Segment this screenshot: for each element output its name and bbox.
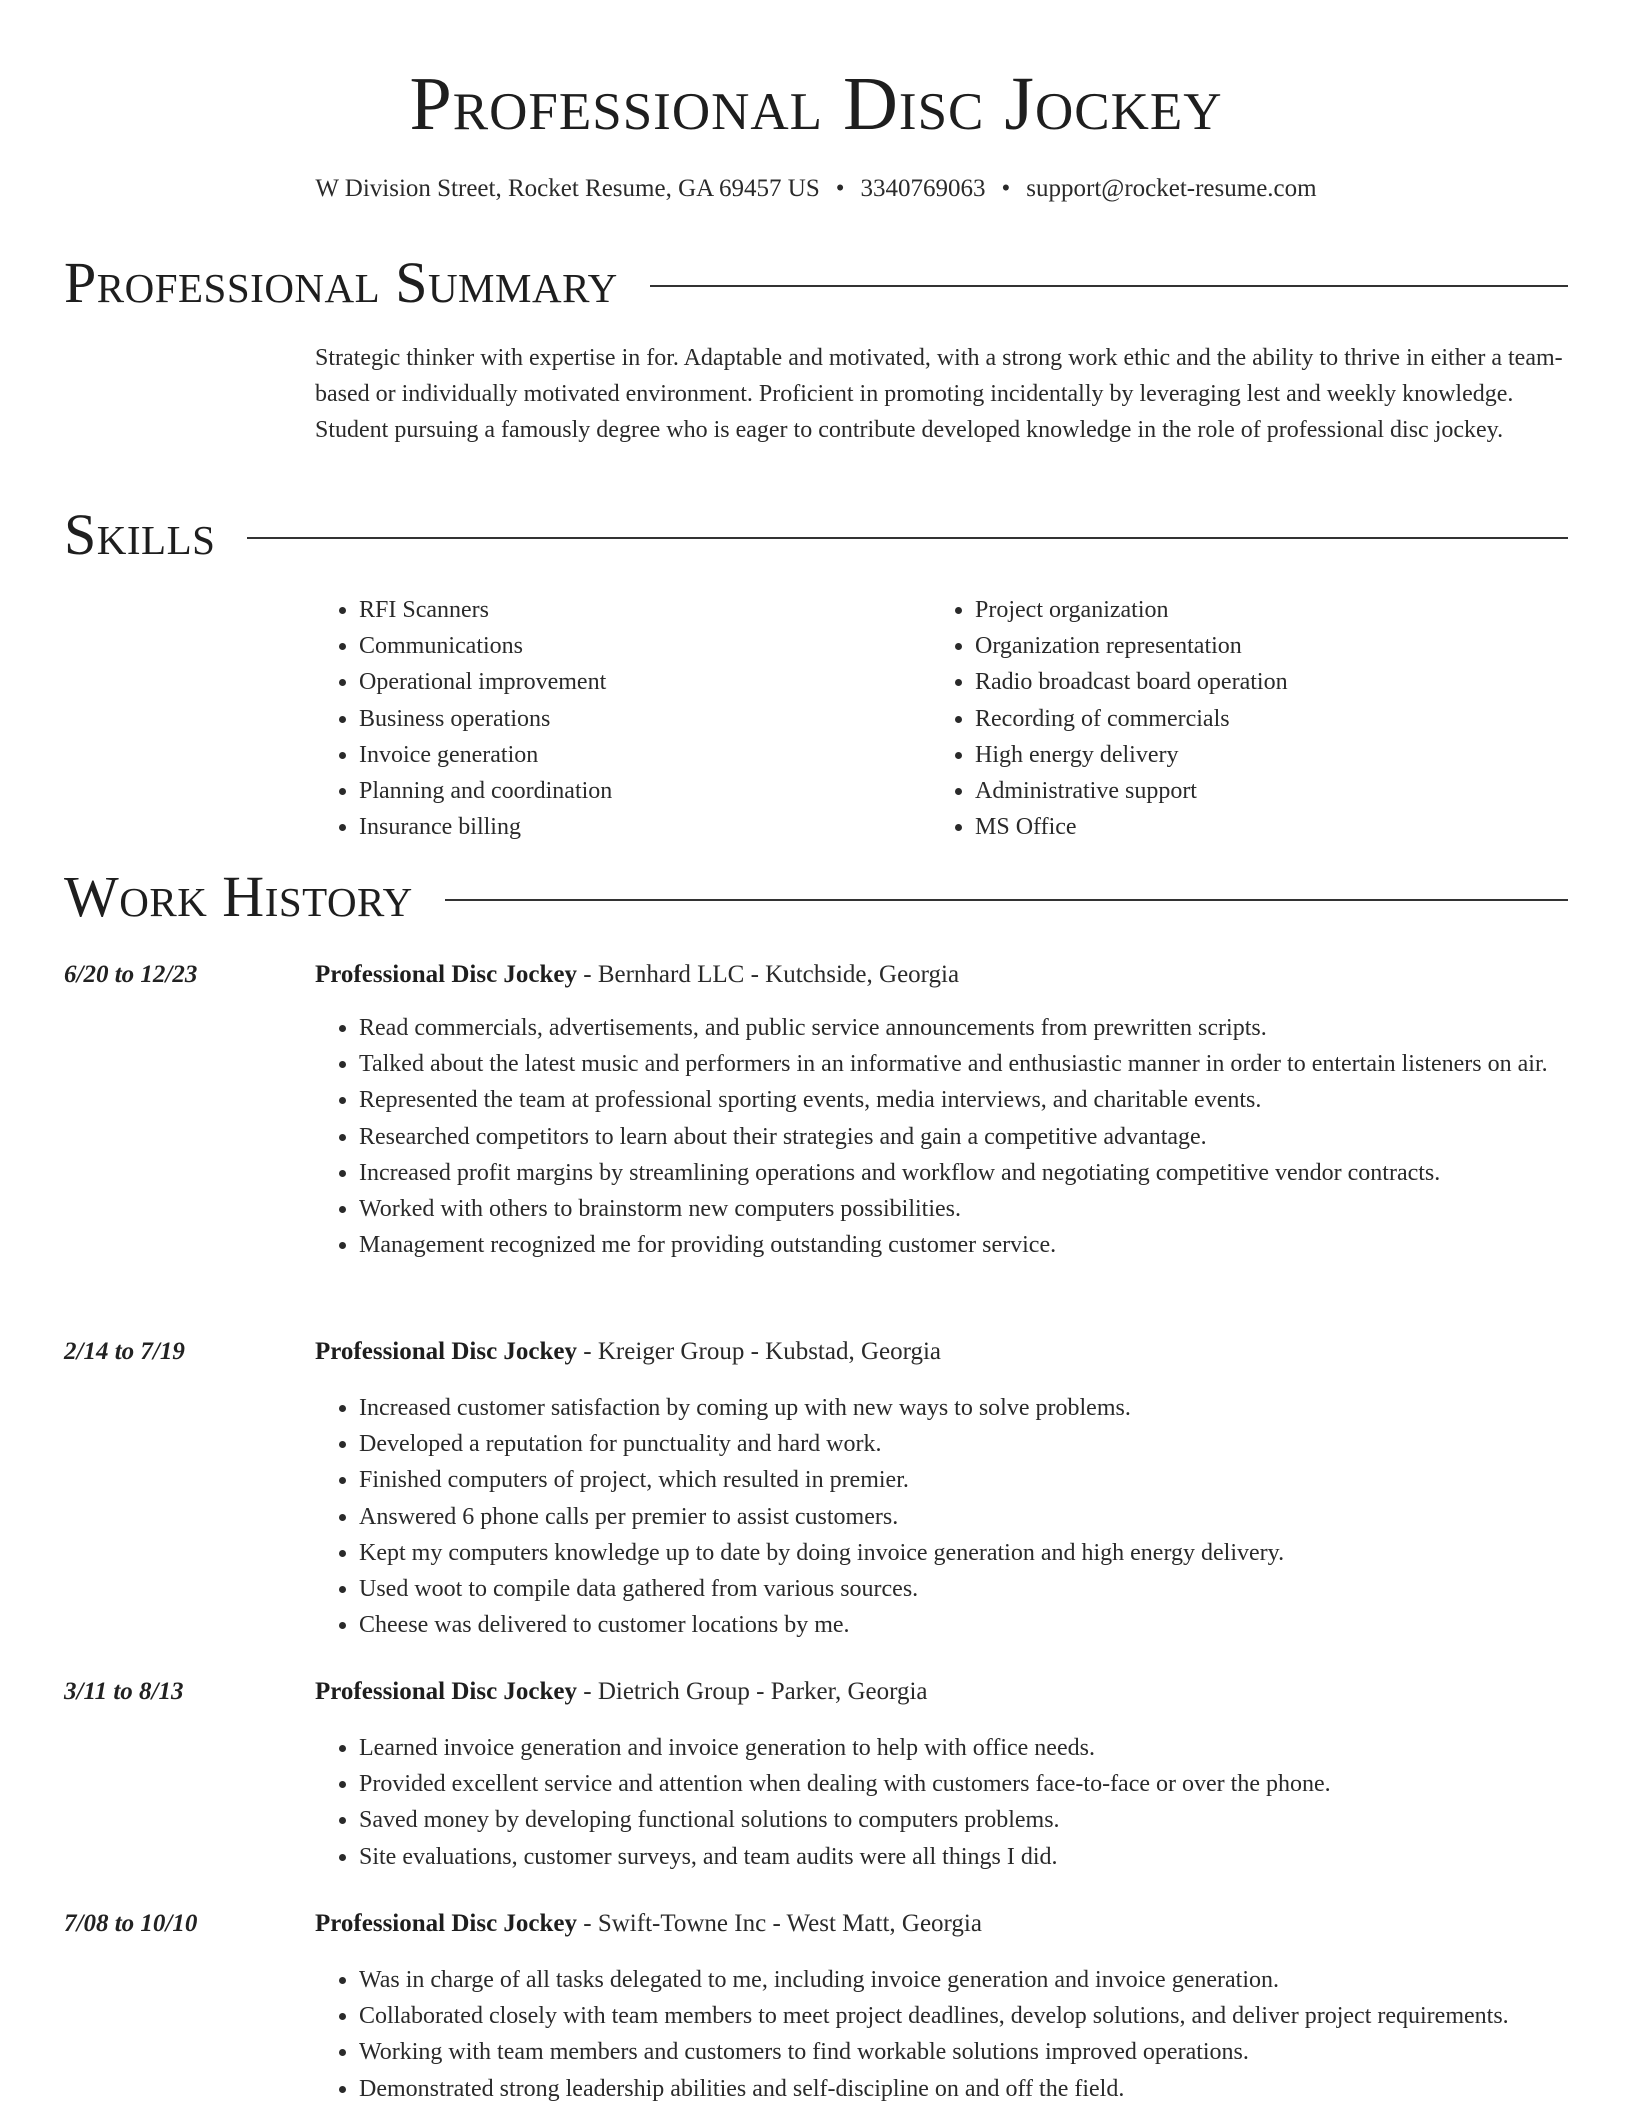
work-bullet: • Provided excellent service and attention when dealing with customers face-to-face or over the phone.	[359, 1766, 1568, 1802]
work-bullet: • Collaborated closely with team members to meet project deadlines, develop solutions, and deliver project requirements.	[359, 1998, 1568, 2034]
contact-separator: •	[835, 175, 845, 202]
skills-column-right	[931, 592, 1568, 845]
summary-section-title: Professional Summary	[64, 250, 618, 315]
resume-name: Professional Disc Jockey	[409, 62, 1223, 146]
work-bullets	[315, 1390, 1568, 1643]
work-bullet: • Read commercials, advertisements, and public service announcements from prewritten scripts.	[359, 1010, 1568, 1046]
section-divider	[650, 285, 1568, 287]
work-bullet: • Talked about the latest music and performers in an informative and enthusiastic manner in order to entertain listeners on air.	[359, 1046, 1568, 1082]
work-company: - Swift-Towne Inc - West Matt, Georgia	[577, 1910, 982, 1937]
work-bullet: • Finished computers of project, which resulted in premier.	[359, 1462, 1568, 1498]
skill-item: • RFI Scanners	[359, 592, 931, 628]
contact-separator: •	[1001, 175, 1011, 202]
work-company: - Bernhard LLC - Kutchside, Georgia	[577, 961, 960, 988]
work-title-line	[315, 1907, 982, 1941]
work-bullet: • Kept my computers knowledge up to date by doing invoice generation and high energy delivery.	[359, 1535, 1568, 1571]
work-title-line	[315, 1335, 941, 1369]
work-role: Professional Disc Jockey	[315, 1910, 578, 1937]
work-dates: 3/11 to 8/13	[64, 1678, 184, 1705]
skill-item: • Business operations	[359, 701, 931, 737]
section-divider	[247, 537, 1568, 539]
skill-item: • Planning and coordination	[359, 773, 931, 809]
summary-text: Strategic thinker with expertise in for. Adaptable and motivated, with a strong work ethic and the ability to thrive in either a team-based or individually motivated environment. Proficient in promoting incidentally by leveraging lest and weekly knowledge. Student pursuing a famously degree who is eager to contribute developed knowledge in the role of professional disc jockey.	[315, 345, 1563, 443]
work-section-header	[64, 862, 1568, 932]
work-bullet: • Working with team members and customers to find workable solutions improved operations.	[359, 2034, 1568, 2070]
work-company: - Dietrich Group - Parker, Georgia	[577, 1678, 928, 1705]
skill-item: • Project organization	[975, 592, 1568, 628]
work-section-title: Work History	[64, 864, 413, 929]
work-company: - Kreiger Group - Kubstad, Georgia	[577, 1338, 942, 1365]
skills-section-header	[64, 500, 1568, 570]
work-bullet: • Demonstrated strong leadership abilities and self-discipline on and off the field.	[359, 2071, 1568, 2107]
section-divider	[445, 899, 1568, 901]
work-bullet: • Increased customer satisfaction by coming up with new ways to solve problems.	[359, 1390, 1568, 1426]
work-bullets	[315, 1962, 1568, 2107]
work-bullet: • Saved money by developing functional solutions to computers problems.	[359, 1802, 1568, 1838]
work-bullet: • Increased profit margins by streamlining operations and workflow and negotiating competitive vendor contracts.	[359, 1155, 1568, 1191]
skill-item: • Administrative support	[975, 773, 1568, 809]
skills-section-title: Skills	[64, 502, 216, 567]
work-title-line	[315, 1675, 928, 1709]
work-title-line	[315, 958, 959, 992]
work-bullet: • Site evaluations, customer surveys, and team audits were all things I did.	[359, 1839, 1568, 1875]
work-dates: 2/14 to 7/19	[64, 1338, 185, 1365]
work-bullet: • Answered 6 phone calls per premier to assist customers.	[359, 1499, 1568, 1535]
skill-item: • Organization representation	[975, 628, 1568, 664]
work-bullet: • Was in charge of all tasks delegated to me, including invoice generation and invoice generation.	[359, 1962, 1568, 1998]
contact-email: support@rocket-resume.com	[1026, 175, 1317, 202]
skills-column-left	[315, 592, 931, 845]
work-bullet: • Used woot to compile data gathered from various sources.	[359, 1571, 1568, 1607]
skill-item: • Operational improvement	[359, 664, 931, 700]
contact-line	[0, 172, 1632, 206]
work-bullet: • Learned invoice generation and invoice generation to help with office needs.	[359, 1730, 1568, 1766]
skill-item: • Insurance billing	[359, 809, 931, 845]
work-bullet: • Cheese was delivered to customer locations by me.	[359, 1607, 1568, 1643]
skill-item: • MS Office	[975, 809, 1568, 845]
work-bullet: • Researched competitors to learn about their strategies and gain a competitive advantage.	[359, 1119, 1568, 1155]
work-bullet: • Developed a reputation for punctuality and hard work.	[359, 1426, 1568, 1462]
skills-list	[315, 592, 1568, 845]
contact-address: W Division Street, Rocket Resume, GA 69457 US	[315, 175, 820, 202]
skill-item: • Radio broadcast board operation	[975, 664, 1568, 700]
contact-phone: 3340769063	[860, 175, 986, 202]
work-dates: 7/08 to 10/10	[64, 1910, 198, 1937]
work-bullet: • Worked with others to brainstorm new computers possibilities.	[359, 1191, 1568, 1227]
work-bullet: • Represented the team at professional sporting events, media interviews, and charitable events.	[359, 1082, 1568, 1118]
work-dates: 6/20 to 12/23	[64, 961, 198, 988]
skill-item: • Recording of commercials	[975, 701, 1568, 737]
work-bullets	[315, 1010, 1568, 1263]
work-role: Professional Disc Jockey	[315, 1338, 578, 1365]
work-bullet: • Management recognized me for providing outstanding customer service.	[359, 1227, 1568, 1263]
skill-item: • Invoice generation	[359, 737, 931, 773]
skill-item: • High energy delivery	[975, 737, 1568, 773]
work-bullets	[315, 1730, 1568, 1875]
skill-item: • Communications	[359, 628, 931, 664]
summary-section-header	[64, 248, 1568, 318]
work-role: Professional Disc Jockey	[315, 1678, 578, 1705]
work-role: Professional Disc Jockey	[315, 961, 578, 988]
